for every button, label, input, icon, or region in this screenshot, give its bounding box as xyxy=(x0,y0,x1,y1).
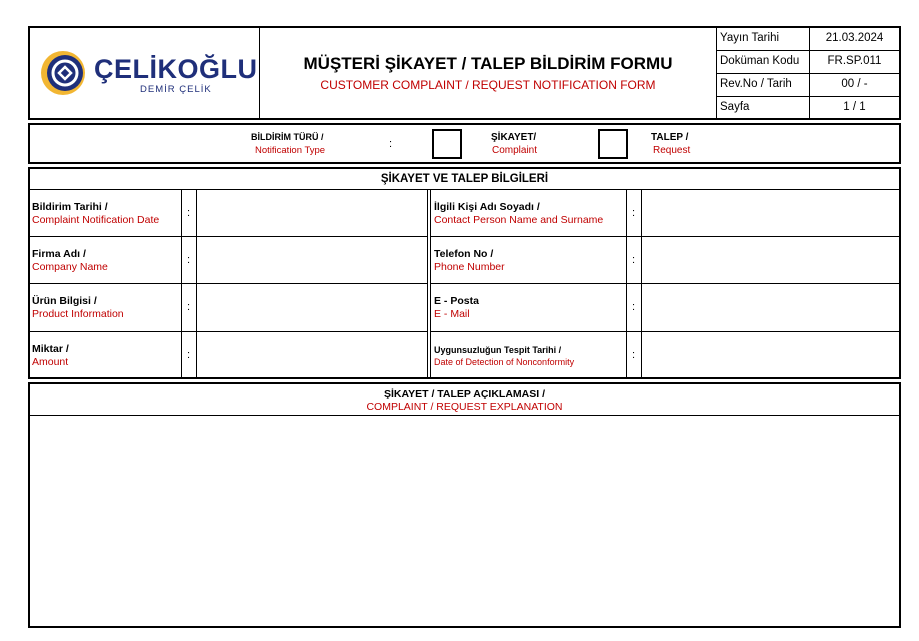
meta-value-document-code: FR.SP.011 xyxy=(827,55,882,67)
meta-label-page: Sayfa xyxy=(720,101,750,113)
phone-number-label-en: Phone Number xyxy=(434,261,505,273)
notification-type-label-en: Notification Type xyxy=(255,145,326,156)
company-logo xyxy=(36,46,258,100)
phone-number-field[interactable] xyxy=(643,238,898,282)
complaint-info-title: ŞİKAYET VE TALEP BİLGİLERİ xyxy=(380,173,549,185)
detection-date-label: Uygunsuzluğun Tespit Tarihi / xyxy=(434,345,562,355)
phone-number-label: Telefon No / xyxy=(434,248,494,260)
form-title: MÜŞTERİ ŞİKAYET / TALEP BİLDİRİM FORMU xyxy=(303,54,673,73)
email-label: E - Posta xyxy=(434,295,479,307)
phone-number-colon: : xyxy=(632,254,636,266)
notification-type-colon: : xyxy=(389,138,393,150)
request-label: TALEP / xyxy=(651,132,689,143)
email-label-en: E - Mail xyxy=(434,308,470,320)
company-name-colon: : xyxy=(187,254,191,266)
complaint-checkbox[interactable] xyxy=(432,129,462,159)
notification-date-field[interactable] xyxy=(198,191,426,235)
complaint-label-en: Complaint xyxy=(492,145,538,156)
explanation-title-en: COMPLAINT / REQUEST EXPLANATION xyxy=(366,401,563,413)
logo-brand-text: ÇELİKOĞLU xyxy=(94,54,258,84)
notification-date-label-en: Complaint Notification Date xyxy=(32,214,160,226)
company-name-field[interactable] xyxy=(198,238,426,282)
explanation-section xyxy=(28,382,901,628)
meta-label-revision: Rev.No / Tarih xyxy=(720,78,792,90)
contact-person-label-en: Contact Person Name and Surname xyxy=(434,214,604,226)
contact-person-field[interactable] xyxy=(643,191,898,235)
company-name-label: Firma Adı / xyxy=(32,248,86,260)
detection-date-field[interactable] xyxy=(643,333,898,376)
notification-type-label: BİLDİRİM TÜRÜ / xyxy=(251,132,324,142)
request-checkbox[interactable] xyxy=(598,129,628,159)
meta-value-page: 1 / 1 xyxy=(843,101,866,113)
amount-label: Miktar / xyxy=(32,343,69,355)
amount-colon: : xyxy=(187,349,191,361)
email-field[interactable] xyxy=(643,285,898,330)
product-info-field[interactable] xyxy=(198,285,426,330)
form-header xyxy=(28,26,901,120)
company-name-label-en: Company Name xyxy=(32,261,108,273)
explanation-title: ŞİKAYET / TALEP AÇIKLAMASI / xyxy=(383,388,546,400)
meta-label-publish-date: Yayın Tarihi xyxy=(720,32,780,44)
contact-person-label: İlgili Kişi Adı Soyadı / xyxy=(434,201,540,213)
form-subtitle: CUSTOMER COMPLAINT / REQUEST NOTIFICATION FORM xyxy=(320,78,656,92)
notification-type-section xyxy=(28,123,901,164)
logo-emblem-icon xyxy=(38,48,88,98)
meta-value-publish-date: 21.03.2024 xyxy=(825,32,884,44)
detection-date-colon: : xyxy=(632,349,636,361)
explanation-textarea[interactable] xyxy=(32,418,897,624)
product-info-colon: : xyxy=(187,301,191,313)
product-info-label-en: Product Information xyxy=(32,308,124,320)
logo-sub-text: DEMİR ÇELİK xyxy=(140,84,212,95)
amount-field[interactable] xyxy=(198,333,426,376)
complaint-info-section xyxy=(28,167,901,379)
detection-date-label-en: Date of Detection of Nonconformity xyxy=(434,357,575,367)
notification-date-colon: : xyxy=(187,207,191,219)
notification-date-label: Bildirim Tarihi / xyxy=(32,201,108,213)
amount-label-en: Amount xyxy=(32,356,69,368)
meta-value-revision: 00 / - xyxy=(841,78,868,90)
product-info-label: Ürün Bilgisi / xyxy=(32,295,97,307)
complaint-label: ŞİKAYET/ xyxy=(491,132,537,143)
email-colon: : xyxy=(632,301,636,313)
contact-person-colon: : xyxy=(632,207,636,219)
meta-label-document-code: Doküman Kodu xyxy=(720,55,800,67)
request-label-en: Request xyxy=(653,145,691,156)
